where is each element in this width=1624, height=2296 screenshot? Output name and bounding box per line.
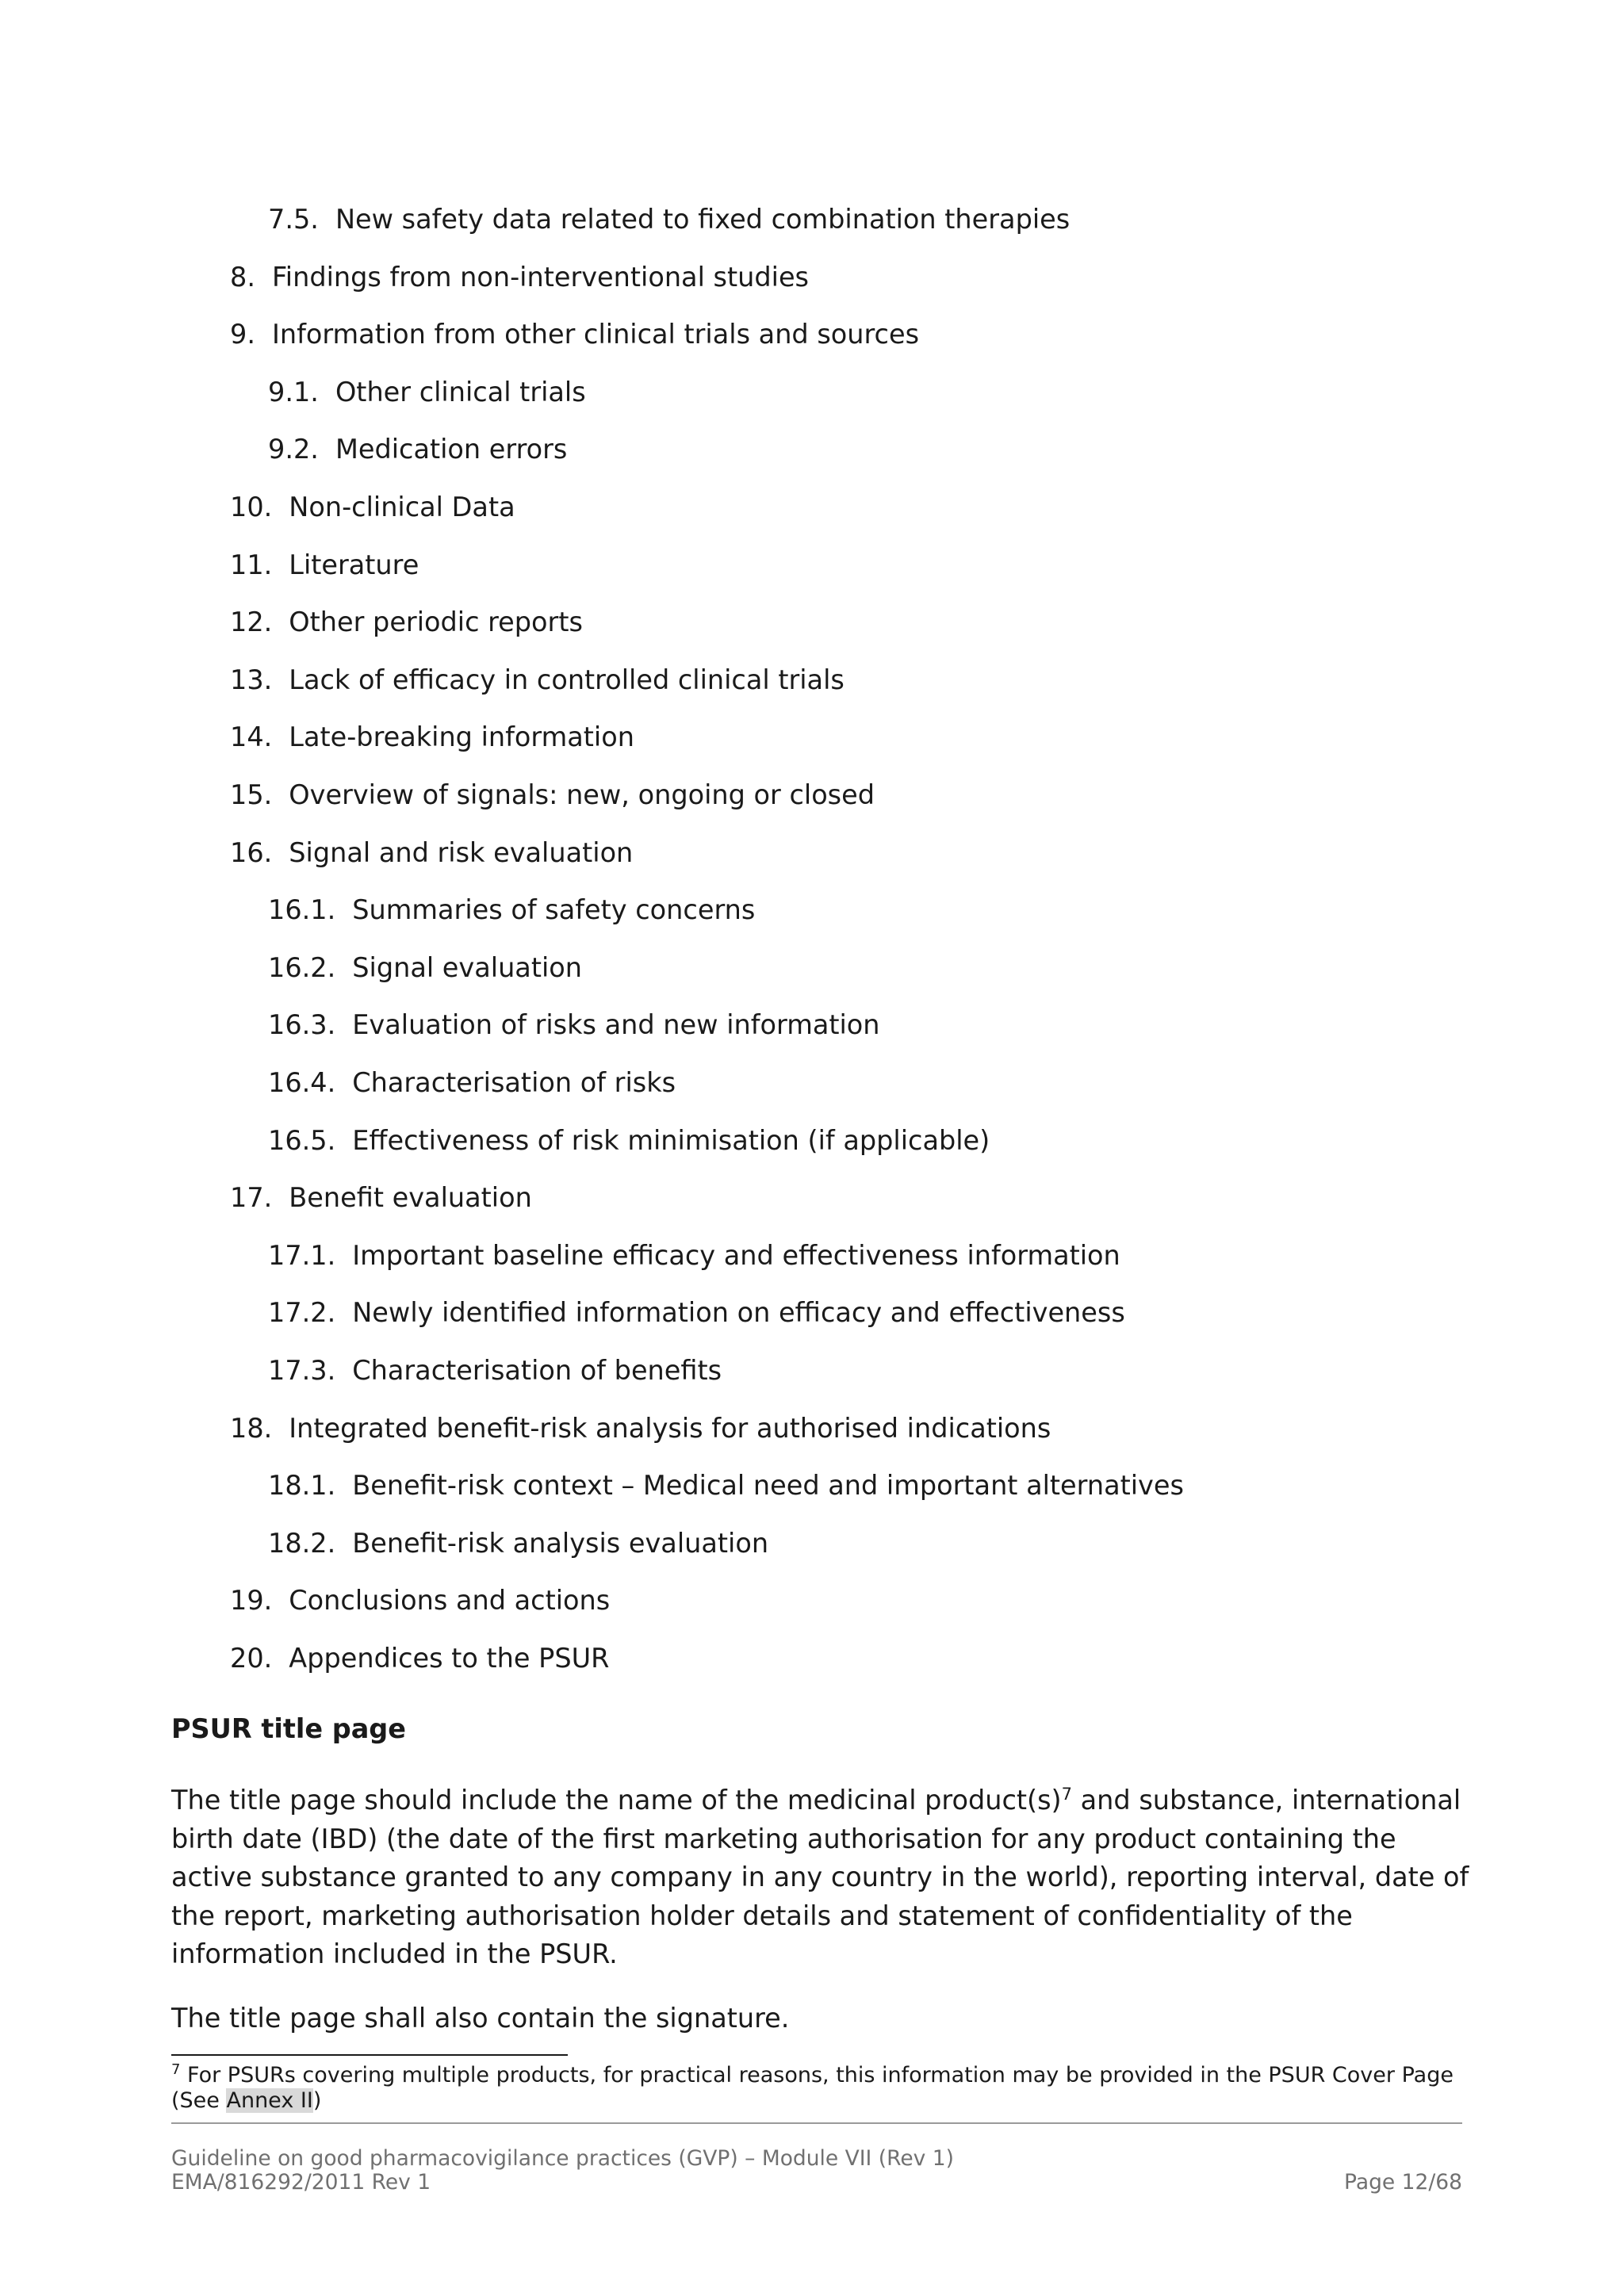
toc-item-title: Non-clinical Data bbox=[289, 492, 515, 522]
toc-item-title: Overview of signals: new, ongoing or closed bbox=[289, 779, 875, 810]
toc-item-title: Late-breaking information bbox=[289, 721, 634, 752]
toc-item-title: Signal and risk evaluation bbox=[289, 837, 634, 868]
toc-item-number: 8. bbox=[230, 262, 255, 293]
page-number: Page 12/68 bbox=[1344, 2170, 1462, 2195]
toc-item-title: Evaluation of risks and new information bbox=[352, 1009, 880, 1040]
toc-item[interactable] bbox=[268, 1528, 768, 1559]
footnote-text-end: ) bbox=[312, 2088, 322, 2113]
footnote-text-start: For PSURs covering multiple products, for practical reasons, this information may be provided in the PSUR Cover Page (See bbox=[171, 2063, 1454, 2113]
footer-document-title: Guideline on good pharmacovigilance practices (GVP) – Module VII (Rev 1) bbox=[171, 2146, 954, 2171]
paragraph-text-start: The title page should include the name of the medicinal product(s) bbox=[171, 1785, 1062, 1816]
toc-item-number: 16.5. bbox=[268, 1125, 336, 1156]
toc-item-number: 15. bbox=[230, 779, 273, 810]
toc-item[interactable] bbox=[268, 894, 755, 926]
toc-item-title: Effectiveness of risk minimisation (if applicable) bbox=[352, 1125, 990, 1156]
toc-item-number: 10. bbox=[230, 492, 273, 522]
annex-ii-link[interactable]: Annex II bbox=[226, 2088, 313, 2113]
toc-item-title: Integrated benefit-risk analysis for authorised indications bbox=[289, 1413, 1051, 1444]
toc-item-title: Lack of efficacy in controlled clinical trials bbox=[289, 664, 845, 695]
toc-item-title: Information from other clinical trials and sources bbox=[271, 319, 920, 350]
toc-item-number: 7.5. bbox=[268, 204, 319, 235]
toc-item[interactable] bbox=[268, 1067, 676, 1099]
toc-item[interactable] bbox=[230, 837, 633, 869]
toc-item-title: Important baseline efficacy and effectiveness information bbox=[352, 1240, 1120, 1271]
toc-item[interactable] bbox=[230, 1413, 1051, 1445]
toc-item-title: Literature bbox=[289, 549, 419, 580]
toc-item-title: Summaries of safety concerns bbox=[352, 894, 756, 925]
toc-item[interactable] bbox=[268, 1355, 722, 1387]
toc-item-number: 9. bbox=[230, 319, 255, 350]
toc-item[interactable] bbox=[230, 549, 419, 581]
toc-item-title: Benefit-risk context – Medical need and important alternatives bbox=[352, 1470, 1184, 1501]
toc-item-number: 14. bbox=[230, 721, 273, 752]
toc-item-number: 18.1. bbox=[268, 1470, 336, 1501]
toc-item[interactable] bbox=[268, 1125, 990, 1157]
title-page-paragraph bbox=[171, 1781, 1472, 1974]
toc-item-number: 17. bbox=[230, 1182, 273, 1213]
toc-item[interactable] bbox=[230, 779, 875, 811]
toc-item-number: 16.1. bbox=[268, 894, 336, 925]
toc-item[interactable] bbox=[230, 262, 809, 293]
toc-item-number: 12. bbox=[230, 607, 273, 637]
footnote-reference[interactable]: 7 bbox=[1061, 1784, 1072, 1804]
footnote-separator bbox=[171, 2054, 568, 2056]
toc-item-number: 16. bbox=[230, 837, 273, 868]
footnote bbox=[171, 2063, 1472, 2114]
toc-item-title: Other clinical trials bbox=[335, 377, 586, 408]
toc-item-title: Conclusions and actions bbox=[289, 1585, 611, 1616]
toc-item-number: 9.1. bbox=[268, 377, 319, 408]
toc-item-number: 18. bbox=[230, 1413, 273, 1444]
toc-item[interactable] bbox=[268, 204, 1070, 235]
signature-paragraph: The title page shall also contain the signature. bbox=[171, 2003, 790, 2034]
toc-item[interactable] bbox=[268, 1009, 880, 1041]
toc-item-title: Findings from non-interventional studies bbox=[271, 262, 810, 293]
toc-item[interactable] bbox=[230, 492, 515, 523]
toc-item-title: New safety data related to fixed combination therapies bbox=[335, 204, 1071, 235]
toc-item[interactable] bbox=[230, 319, 919, 350]
toc-item-title: Characterisation of benefits bbox=[352, 1355, 722, 1386]
footer-reference: EMA/816292/2011 Rev 1 bbox=[171, 2170, 431, 2195]
toc-item[interactable] bbox=[268, 434, 567, 465]
toc-item-title: Signal evaluation bbox=[352, 952, 583, 983]
footer-divider bbox=[171, 2122, 1462, 2124]
toc-item-title: Medication errors bbox=[335, 434, 568, 465]
toc-item-title: Newly identified information on efficacy and effectiveness bbox=[352, 1297, 1125, 1328]
toc-item-number: 20. bbox=[230, 1643, 273, 1674]
toc-item[interactable] bbox=[268, 1470, 1184, 1502]
toc-item[interactable] bbox=[230, 1585, 610, 1617]
toc-item[interactable] bbox=[268, 1297, 1125, 1329]
toc-item-number: 11. bbox=[230, 549, 273, 580]
toc-item[interactable] bbox=[268, 952, 582, 984]
toc-item-number: 16.2. bbox=[268, 952, 336, 983]
toc-item[interactable] bbox=[268, 377, 586, 408]
toc-item-number: 17.1. bbox=[268, 1240, 336, 1271]
toc-item-number: 13. bbox=[230, 664, 273, 695]
toc-item-title: Other periodic reports bbox=[289, 607, 583, 637]
footnote-number: 7 bbox=[171, 2061, 181, 2078]
toc-item-title: Benefit evaluation bbox=[289, 1182, 532, 1213]
paragraph-text-end: and substance, international birth date (IBD) (the date of the first marketing authorisation for any product containing the active substance granted to any company in any country in the world), reporting interval, date of the report, marketing authorisation holder details and statement of confidentiality of the information included in the PSUR. bbox=[171, 1785, 1469, 1969]
toc-item[interactable] bbox=[230, 607, 583, 638]
toc-item-number: 17.3. bbox=[268, 1355, 336, 1386]
toc-item[interactable] bbox=[268, 1240, 1120, 1272]
toc-item-title: Appendices to the PSUR bbox=[289, 1643, 610, 1674]
toc-item[interactable] bbox=[230, 721, 634, 753]
section-heading: PSUR title page bbox=[171, 1713, 407, 1744]
toc-item-number: 9.2. bbox=[268, 434, 319, 465]
toc-item-number: 16.4. bbox=[268, 1067, 336, 1098]
toc-item-title: Characterisation of risks bbox=[352, 1067, 676, 1098]
toc-item-number: 19. bbox=[230, 1585, 273, 1616]
toc-item[interactable] bbox=[230, 1182, 532, 1214]
toc-item-number: 18.2. bbox=[268, 1528, 336, 1559]
toc-item-number: 16.3. bbox=[268, 1009, 336, 1040]
page-footer bbox=[171, 2147, 954, 2195]
toc-item[interactable] bbox=[230, 1643, 609, 1674]
toc-item[interactable] bbox=[230, 664, 845, 696]
toc-item-title: Benefit-risk analysis evaluation bbox=[352, 1528, 769, 1559]
toc-item-number: 17.2. bbox=[268, 1297, 336, 1328]
